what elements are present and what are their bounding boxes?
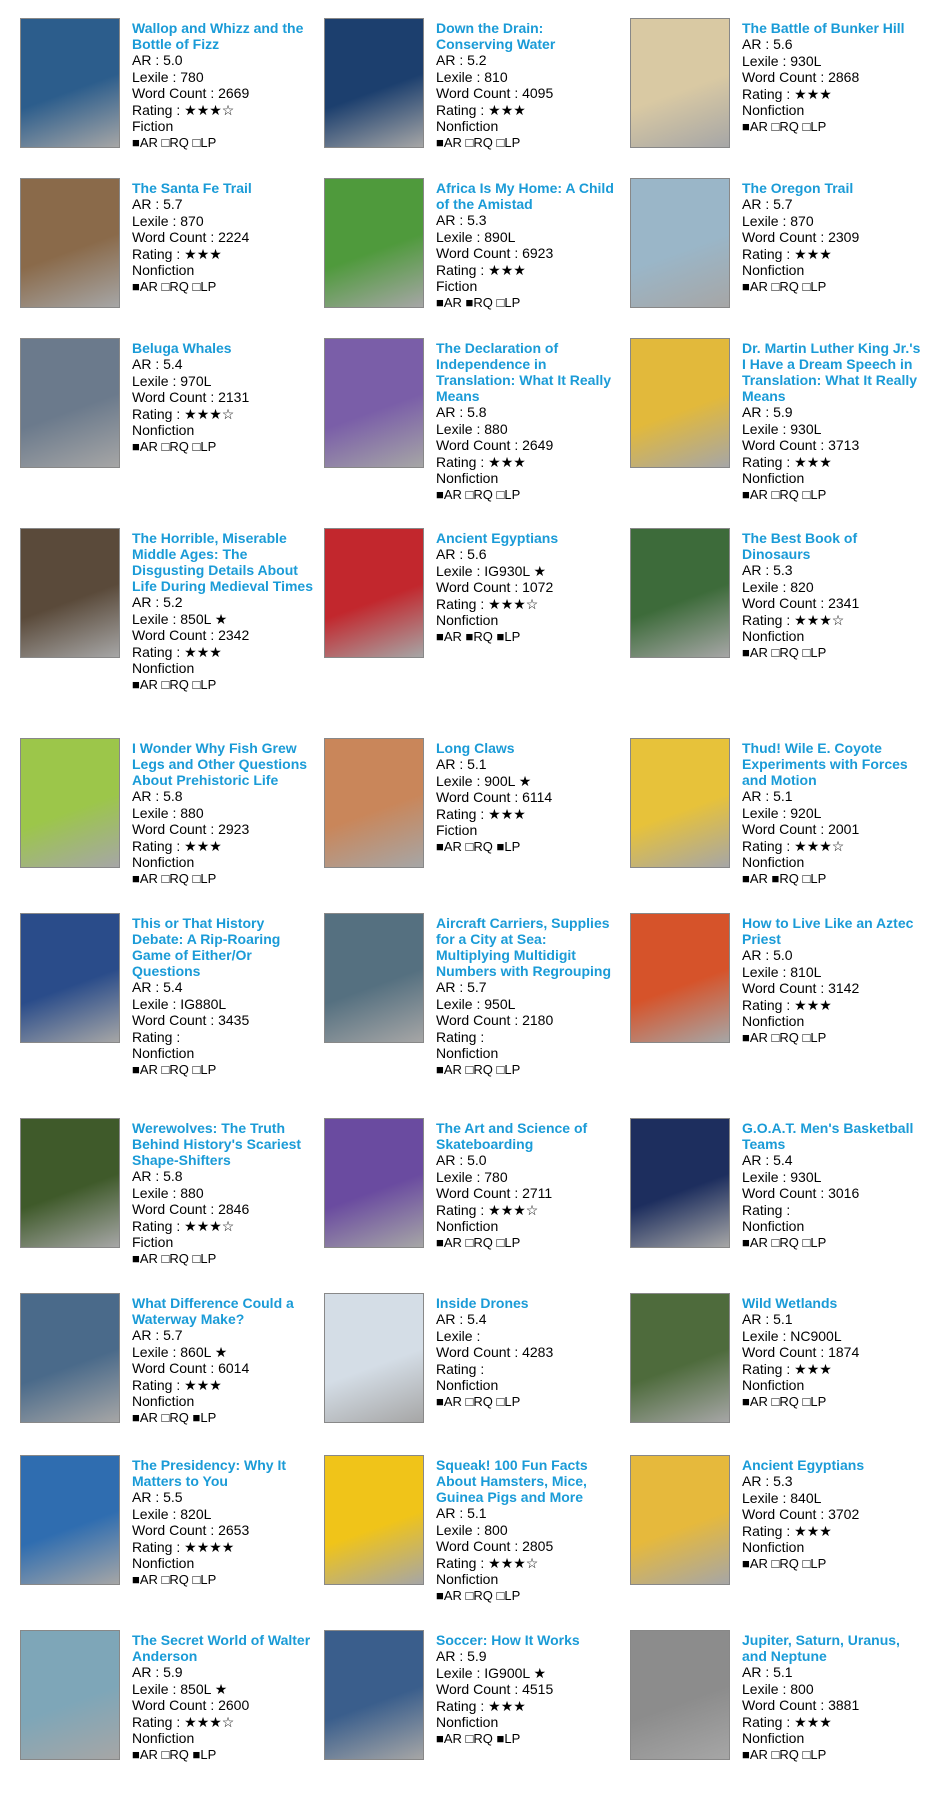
quiz-availability: ■AR □RQ □LP: [132, 676, 217, 692]
lexile-level: Lexile : 870: [132, 212, 204, 229]
book-title-link[interactable]: The Horrible, Miserable Middle Ages: The Disgusting Details About Life During Medieval Times: [132, 530, 314, 594]
quiz-availability: ■AR □RQ □LP: [436, 486, 521, 502]
book-title-link[interactable]: The Battle of Bunker Hill: [742, 20, 905, 36]
genre: Nonfiction: [742, 1218, 805, 1234]
lexile-level: Lexile : 860L ★: [132, 1343, 228, 1360]
rating: Rating : ★★★: [742, 85, 832, 102]
genre: Nonfiction: [436, 1571, 499, 1587]
book-info: [132, 1632, 318, 1763]
genre: Nonfiction: [742, 1539, 805, 1555]
rating: Rating :: [742, 1201, 791, 1218]
genre: Nonfiction: [132, 1555, 195, 1571]
ar-level: AR : 5.2: [436, 52, 487, 68]
book-title-link[interactable]: Ancient Egyptians: [436, 530, 559, 546]
book-info: [742, 740, 928, 887]
book-cover[interactable]: [630, 1118, 730, 1248]
ar-level: AR : 5.1: [742, 1311, 793, 1327]
book-info: [436, 1457, 622, 1604]
book-cover[interactable]: [20, 1118, 120, 1248]
book-info: [742, 1632, 928, 1763]
book-cover[interactable]: [324, 528, 424, 658]
quiz-availability: ■AR □RQ □LP: [742, 1393, 827, 1409]
book-title-link[interactable]: Squeak! 100 Fun Facts About Hamsters, Mice, Guinea Pigs and More: [436, 1457, 588, 1505]
book-cover[interactable]: [20, 1293, 120, 1423]
ar-level: AR : 5.4: [436, 1311, 487, 1327]
book-cover[interactable]: [630, 1455, 730, 1585]
rating: Rating : ★★★: [742, 996, 832, 1013]
ar-level: AR : 5.6: [436, 546, 487, 562]
rating: Rating : ★★★: [436, 453, 526, 470]
ar-level: AR : 5.3: [436, 212, 487, 228]
rating: Rating : ★★★☆: [132, 1713, 235, 1730]
quiz-availability: ■AR □RQ □LP: [742, 644, 827, 660]
rating: Rating : ★★★☆: [742, 611, 845, 628]
quiz-availability: ■AR □RQ □LP: [742, 486, 827, 502]
book-cover[interactable]: [630, 18, 730, 148]
book-title-link[interactable]: Jupiter, Saturn, Uranus, and Neptune: [742, 1632, 900, 1664]
ar-level: AR : 5.7: [132, 1327, 183, 1343]
quiz-availability: ■AR □RQ □LP: [132, 438, 217, 454]
book-title-link[interactable]: The Declaration of Independence in Translation: What It Really Means: [436, 340, 612, 404]
word-count: Word Count : 2224: [132, 229, 250, 245]
rating: Rating : ★★★☆: [132, 1217, 235, 1234]
quiz-availability: ■AR □RQ □LP: [132, 1250, 217, 1266]
genre: Nonfiction: [742, 262, 805, 278]
lexile-level: Lexile : 800: [742, 1680, 814, 1697]
quiz-availability: ■AR □RQ □LP: [132, 278, 217, 294]
book-info: [132, 915, 318, 1078]
book-cover[interactable]: [20, 338, 120, 468]
ar-level: AR : 5.9: [742, 404, 793, 420]
rating: Rating : ★★★☆: [436, 595, 539, 612]
book-info: [132, 340, 318, 455]
ar-level: AR : 5.1: [436, 1505, 487, 1521]
ar-level: AR : 5.1: [742, 1664, 793, 1680]
lexile-level: Lexile : 780: [436, 1168, 508, 1185]
word-count: Word Count : 3016: [742, 1185, 860, 1201]
lexile-level: Lexile : 970L: [132, 372, 212, 389]
ar-level: AR : 5.7: [132, 196, 183, 212]
book-title-link[interactable]: Werewolves: The Truth Behind History's Scariest Shape-Shifters: [132, 1120, 302, 1168]
lexile-level: Lexile : 820: [742, 578, 814, 595]
lexile-level: Lexile : 840L: [742, 1489, 822, 1506]
lexile-level: Lexile : 880: [132, 1184, 204, 1201]
word-count: Word Count : 6014: [132, 1360, 250, 1376]
lexile-level: Lexile :: [436, 1327, 481, 1344]
book-info: [742, 915, 928, 1046]
ar-level: AR : 5.7: [436, 979, 487, 995]
rating: Rating : ★★★: [132, 245, 222, 262]
quiz-availability: ■AR □RQ □LP: [436, 1061, 521, 1077]
book-cover[interactable]: [324, 178, 424, 308]
book-title-link[interactable]: Thud! Wile E. Coyote Experiments with Forces and Motion: [742, 740, 908, 788]
ar-level: AR : 5.9: [132, 1664, 183, 1680]
ar-level: AR : 5.1: [742, 788, 793, 804]
book-cover[interactable]: [630, 178, 730, 308]
lexile-level: Lexile : 800: [436, 1521, 508, 1538]
book-cover[interactable]: [630, 913, 730, 1043]
book-title-link[interactable]: Down the Drain: Conserving Water: [436, 20, 556, 52]
book-info: [132, 1457, 318, 1588]
quiz-availability: ■AR □RQ □LP: [436, 1234, 521, 1250]
lexile-level: Lexile : 880: [132, 804, 204, 821]
word-count: Word Count : 2131: [132, 389, 250, 405]
book-info: [436, 1120, 622, 1251]
word-count: Word Count : 2600: [132, 1697, 250, 1713]
genre: Nonfiction: [436, 1218, 499, 1234]
ar-level: AR : 5.8: [132, 788, 183, 804]
ar-level: AR : 5.0: [742, 947, 793, 963]
rating: Rating : ★★★: [436, 1697, 526, 1714]
ar-level: AR : 5.0: [132, 52, 183, 68]
rating: Rating :: [436, 1360, 485, 1377]
book-title-link[interactable]: Soccer: How It Works: [436, 1632, 580, 1648]
book-cover[interactable]: [20, 913, 120, 1043]
genre: Nonfiction: [742, 102, 805, 118]
quiz-availability: ■AR □RQ ■LP: [132, 1409, 217, 1425]
book-info: [436, 180, 622, 311]
quiz-availability: ■AR □RQ □LP: [132, 1061, 217, 1077]
lexile-level: Lexile : 920L: [742, 804, 822, 821]
word-count: Word Count : 2342: [132, 627, 250, 643]
book-title-link[interactable]: How to Live Like an Aztec Priest: [742, 915, 914, 947]
quiz-availability: ■AR □RQ □LP: [132, 1571, 217, 1587]
lexile-level: Lexile : 950L: [436, 995, 516, 1012]
book-cover[interactable]: [324, 338, 424, 468]
book-title-link[interactable]: Wild Wetlands: [742, 1295, 838, 1311]
rating: Rating : ★★★: [132, 643, 222, 660]
rating: Rating : ★★★★: [132, 1538, 235, 1555]
book-title-link[interactable]: This or That History Debate: A Rip-Roaring Game of Either/Or Questions: [132, 915, 281, 979]
word-count: Word Count : 3435: [132, 1012, 250, 1028]
quiz-availability: ■AR ■RQ ■LP: [436, 628, 521, 644]
word-count: Word Count : 2805: [436, 1538, 554, 1554]
ar-level: AR : 5.4: [132, 356, 183, 372]
book-info: [436, 530, 622, 645]
book-info: [132, 180, 318, 295]
ar-level: AR : 5.8: [132, 1168, 183, 1184]
book-title-link[interactable]: Africa Is My Home: A Child of the Amistad: [436, 180, 614, 212]
genre: Nonfiction: [742, 470, 805, 486]
word-count: Word Count : 2653: [132, 1522, 250, 1538]
book-title-link[interactable]: G.O.A.T. Men's Basketball Teams: [742, 1120, 914, 1152]
book-cover[interactable]: [630, 1630, 730, 1760]
rating: Rating : ★★★: [742, 1522, 832, 1539]
book-info: [436, 1632, 622, 1747]
word-count: Word Count : 3713: [742, 437, 860, 453]
book-title-link[interactable]: The Presidency: Why It Matters to You: [132, 1457, 287, 1489]
quiz-availability: ■AR □RQ ■LP: [132, 1746, 217, 1762]
quiz-availability: ■AR □RQ ■LP: [436, 838, 521, 854]
lexile-level: Lexile : 850L ★: [132, 610, 228, 627]
rating: Rating : ★★★☆: [132, 405, 235, 422]
book-info: [132, 20, 318, 151]
book-info: [132, 1295, 318, 1426]
lexile-level: Lexile : 850L ★: [132, 1680, 228, 1697]
genre: Nonfiction: [742, 1730, 805, 1746]
book-info: [436, 740, 622, 855]
genre: Fiction: [132, 1234, 174, 1250]
rating: Rating : ★★★☆: [436, 1201, 539, 1218]
lexile-level: Lexile : IG900L ★: [436, 1664, 547, 1681]
genre: Nonfiction: [436, 1377, 499, 1393]
book-cover[interactable]: [630, 338, 730, 468]
lexile-level: Lexile : NC900L: [742, 1327, 842, 1344]
genre: Nonfiction: [132, 1045, 195, 1061]
quiz-availability: ■AR □RQ □LP: [742, 1555, 827, 1571]
book-info: [742, 1457, 928, 1572]
genre: Nonfiction: [132, 1730, 195, 1746]
quiz-availability: ■AR □RQ □LP: [132, 870, 217, 886]
book-cover[interactable]: [630, 1293, 730, 1423]
word-count: Word Count : 3142: [742, 980, 860, 996]
ar-level: AR : 5.4: [132, 979, 183, 995]
word-count: Word Count : 2309: [742, 229, 860, 245]
book-title-link[interactable]: Ancient Egyptians: [742, 1457, 865, 1473]
book-cover[interactable]: [324, 738, 424, 868]
book-title-link[interactable]: The Santa Fe Trail: [132, 180, 252, 196]
lexile-level: Lexile : 930L: [742, 420, 822, 437]
book-title-link[interactable]: Beluga Whales: [132, 340, 232, 356]
genre: Nonfiction: [132, 660, 195, 676]
rating: Rating : ★★★: [132, 837, 222, 854]
ar-level: AR : 5.8: [436, 404, 487, 420]
book-cover[interactable]: [630, 738, 730, 868]
word-count: Word Count : 2923: [132, 821, 250, 837]
quiz-availability: ■AR □RQ □LP: [132, 134, 217, 150]
book-cover[interactable]: [324, 1118, 424, 1248]
book-title-link[interactable]: The Secret World of Walter Anderson: [132, 1632, 311, 1664]
book-cover[interactable]: [20, 178, 120, 308]
genre: Nonfiction: [436, 612, 499, 628]
lexile-level: Lexile : 930L: [742, 52, 822, 69]
book-title-link[interactable]: I Wonder Why Fish Grew Legs and Other Questions About Prehistoric Life: [132, 740, 308, 788]
book-info: [132, 740, 318, 887]
quiz-availability: ■AR ■RQ □LP: [436, 294, 521, 310]
book-cover[interactable]: [324, 1455, 424, 1585]
quiz-availability: ■AR □RQ ■LP: [436, 1730, 521, 1746]
rating: Rating :: [436, 1028, 485, 1045]
book-title-link[interactable]: The Art and Science of Skateboarding: [436, 1120, 588, 1152]
quiz-availability: ■AR □RQ □LP: [742, 1029, 827, 1045]
quiz-availability: ■AR □RQ □LP: [436, 1393, 521, 1409]
book-info: [742, 530, 928, 661]
lexile-level: Lexile : 880: [436, 420, 508, 437]
rating: Rating : ★★★: [132, 1376, 222, 1393]
word-count: Word Count : 3881: [742, 1697, 860, 1713]
quiz-availability: ■AR □RQ □LP: [436, 134, 521, 150]
genre: Nonfiction: [742, 854, 805, 870]
word-count: Word Count : 4283: [436, 1344, 554, 1360]
word-count: Word Count : 6114: [436, 789, 553, 805]
book-cover[interactable]: [630, 528, 730, 658]
book-info: [436, 20, 622, 151]
book-info: [132, 530, 318, 693]
book-info: [742, 180, 928, 295]
ar-level: AR : 5.2: [132, 594, 183, 610]
genre: Nonfiction: [436, 1045, 499, 1061]
genre: Nonfiction: [436, 470, 499, 486]
lexile-level: Lexile : 870: [742, 212, 814, 229]
book-cover[interactable]: [324, 18, 424, 148]
genre: Nonfiction: [742, 628, 805, 644]
genre: Fiction: [132, 118, 174, 134]
book-title-link[interactable]: Wallop and Whizz and the Bottle of Fizz: [132, 20, 304, 52]
quiz-availability: ■AR □RQ □LP: [436, 1587, 521, 1603]
word-count: Word Count : 6923: [436, 245, 554, 261]
book-title-link[interactable]: Long Claws: [436, 740, 515, 756]
rating: Rating : ★★★: [742, 245, 832, 262]
book-cover[interactable]: [20, 1455, 120, 1585]
word-count: Word Count : 2001: [742, 821, 860, 837]
book-title-link[interactable]: Inside Drones: [436, 1295, 529, 1311]
book-cover[interactable]: [20, 18, 120, 148]
book-info: [742, 20, 928, 135]
book-cover[interactable]: [324, 1293, 424, 1423]
genre: Nonfiction: [132, 422, 195, 438]
quiz-availability: ■AR □RQ □LP: [742, 1746, 827, 1762]
rating: Rating : ★★★: [742, 1713, 832, 1730]
book-cover[interactable]: [324, 1630, 424, 1760]
ar-level: AR : 5.1: [436, 756, 487, 772]
book-title-link[interactable]: Aircraft Carriers, Supplies for a City at Sea: Multiplying Multidigit Numbers with Regrouping: [436, 915, 611, 979]
ar-level: AR : 5.0: [436, 1152, 487, 1168]
book-cover[interactable]: [20, 528, 120, 658]
word-count: Word Count : 2180: [436, 1012, 554, 1028]
lexile-level: Lexile : 820L: [132, 1505, 212, 1522]
ar-level: AR : 5.7: [742, 196, 793, 212]
book-info: [436, 915, 622, 1078]
book-info: [132, 1120, 318, 1267]
book-title-link[interactable]: Dr. Martin Luther King Jr.'s I Have a Dream Speech in Translation: What It Really Means: [742, 340, 921, 404]
lexile-level: Lexile : 930L: [742, 1168, 822, 1185]
ar-level: AR : 5.9: [436, 1648, 487, 1664]
rating: Rating : ★★★☆: [742, 837, 845, 854]
ar-level: AR : 5.3: [742, 1473, 793, 1489]
ar-level: AR : 5.3: [742, 562, 793, 578]
genre: Nonfiction: [132, 1393, 195, 1409]
word-count: Word Count : 2868: [742, 69, 860, 85]
genre: Nonfiction: [742, 1377, 805, 1393]
genre: Fiction: [436, 278, 478, 294]
rating: Rating : ★★★: [436, 101, 526, 118]
quiz-availability: ■AR □RQ □LP: [742, 118, 827, 134]
rating: Rating : ★★★☆: [436, 1554, 539, 1571]
word-count: Word Count : 2711: [436, 1185, 553, 1201]
genre: Nonfiction: [132, 262, 195, 278]
genre: Nonfiction: [436, 118, 499, 134]
word-count: Word Count : 4515: [436, 1681, 554, 1697]
book-info: [436, 1295, 622, 1410]
lexile-level: Lexile : 780: [132, 68, 204, 85]
rating: Rating : ★★★: [436, 805, 526, 822]
word-count: Word Count : 3702: [742, 1506, 860, 1522]
ar-level: AR : 5.4: [742, 1152, 793, 1168]
word-count: Word Count : 1072: [436, 579, 554, 595]
rating: Rating : ★★★: [436, 261, 526, 278]
lexile-level: Lexile : 890L: [436, 228, 516, 245]
lexile-level: Lexile : 810L: [742, 963, 822, 980]
lexile-level: Lexile : IG930L ★: [436, 562, 547, 579]
word-count: Word Count : 4095: [436, 85, 554, 101]
book-title-link[interactable]: The Oregon Trail: [742, 180, 854, 196]
rating: Rating : ★★★: [742, 453, 832, 470]
lexile-level: Lexile : 900L ★: [436, 772, 532, 789]
book-info: [742, 1120, 928, 1251]
rating: Rating : ★★★: [742, 1360, 832, 1377]
word-count: Word Count : 2846: [132, 1201, 250, 1217]
book-cover[interactable]: [20, 1630, 120, 1760]
book-cover[interactable]: [324, 913, 424, 1043]
word-count: Word Count : 2649: [436, 437, 554, 453]
book-title-link[interactable]: The Best Book of Dinosaurs: [742, 530, 858, 562]
lexile-level: Lexile : 810: [436, 68, 508, 85]
book-info: [742, 1295, 928, 1410]
quiz-availability: ■AR ■RQ □LP: [742, 870, 827, 886]
word-count: Word Count : 1874: [742, 1344, 860, 1360]
word-count: Word Count : 2669: [132, 85, 250, 101]
book-info: [742, 340, 928, 503]
quiz-availability: ■AR □RQ □LP: [742, 1234, 827, 1250]
book-info: [436, 340, 622, 503]
book-cover[interactable]: [20, 738, 120, 868]
genre: Nonfiction: [742, 1013, 805, 1029]
genre: Fiction: [436, 822, 478, 838]
genre: Nonfiction: [132, 854, 195, 870]
ar-level: AR : 5.5: [132, 1489, 183, 1505]
lexile-level: Lexile : IG880L: [132, 995, 227, 1012]
genre: Nonfiction: [436, 1714, 499, 1730]
rating: Rating :: [132, 1028, 181, 1045]
word-count: Word Count : 2341: [742, 595, 860, 611]
book-title-link[interactable]: What Difference Could a Waterway Make?: [132, 1295, 294, 1327]
rating: Rating : ★★★☆: [132, 101, 235, 118]
quiz-availability: ■AR □RQ □LP: [742, 278, 827, 294]
ar-level: AR : 5.6: [742, 36, 793, 52]
